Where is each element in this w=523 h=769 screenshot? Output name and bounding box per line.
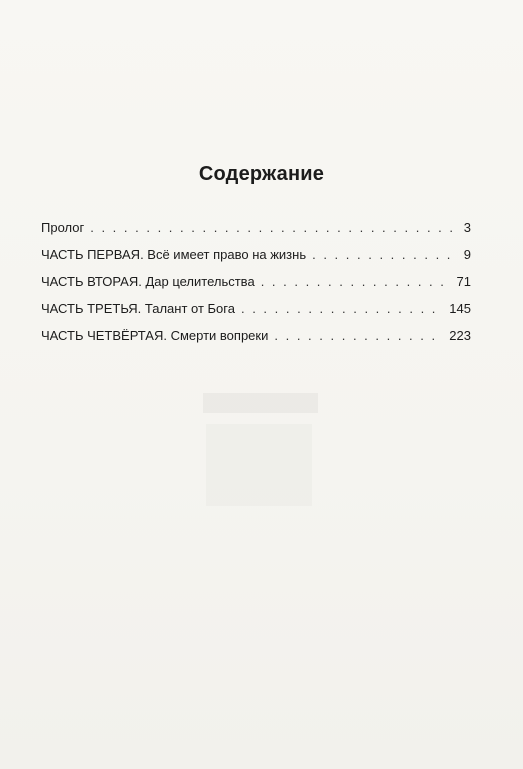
toc-entry-label: ЧАСТЬ ТРЕТЬЯ. Талант от Бога (41, 301, 235, 316)
bleed-through-banner (203, 393, 318, 413)
toc-entry-part-4 (41, 322, 471, 349)
toc-entry-label: ЧАСТЬ ПЕРВАЯ. Всё имеет право на жизнь (41, 247, 307, 262)
toc-entry-page: 223 (449, 328, 471, 343)
toc-entry-page: 71 (456, 274, 471, 289)
toc-entry-page: 145 (449, 301, 471, 316)
toc-entry-label: ЧАСТЬ ВТОРАЯ. Дар целительства (41, 274, 255, 289)
dot-leader (312, 241, 458, 268)
toc-entry-label: Пролог (41, 220, 85, 235)
bleed-through-barcode (206, 424, 312, 506)
table-of-contents (41, 214, 471, 349)
toc-entry-prologue (41, 214, 471, 241)
dot-leader (261, 268, 451, 295)
toc-entry-page: 9 (463, 247, 471, 262)
dot-leader (241, 295, 443, 322)
toc-heading: Содержание (198, 163, 325, 185)
toc-entry-part-3 (41, 295, 471, 322)
dot-leader (274, 322, 443, 349)
toc-entry-label: ЧАСТЬ ЧЕТВЁРТАЯ. Смерти вопреки (41, 328, 269, 343)
dot-leader (90, 214, 458, 241)
toc-entry-part-1 (41, 241, 471, 268)
toc-entry-part-2 (41, 268, 471, 295)
toc-entry-page: 3 (463, 220, 471, 235)
